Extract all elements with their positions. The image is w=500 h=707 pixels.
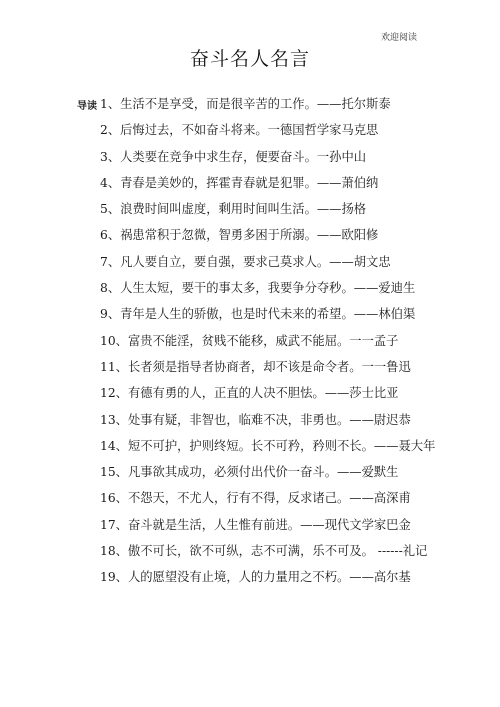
header-note: 欢迎阅读 <box>380 33 417 43</box>
quote-item: 11、长者须是指导者协商者，却不该是命令者。一一鲁迅 <box>100 359 411 374</box>
quote-item: 4、青春是美妙的，挥霍青春就是犯罪。——萧伯纳 <box>100 175 379 190</box>
quote-item: 10、富贵不能淫，贫贱不能移，威武不能屈。一一孟子 <box>100 333 399 348</box>
quote-item: 19、人的愿望没有止境，人的力量用之不朽。——高尔基 <box>100 570 411 585</box>
quote-item: 8、人生太短，要干的事太多，我要争分夺秒。——爱迪生 <box>100 281 416 296</box>
quote-item: 13、处事有疑，非智也，临难不决，非勇也。——尉迟恭 <box>100 412 411 427</box>
quote-item: 7、凡人要自立，要自强，要求己莫求人。——胡文忠 <box>100 254 391 269</box>
side-label: 导读 <box>77 101 97 112</box>
quote-item: 17、奋斗就是生活，人生惟有前进。——现代文学家巴金 <box>100 517 411 532</box>
quote-item: 12、有德有勇的人，正直的人决不胆怯。——莎士比亚 <box>100 386 399 401</box>
page-title: 奋斗名人名言 <box>189 48 310 70</box>
quote-item: 16、不怨天，不尤人，行有不得，反求诸己。——高深甫 <box>100 491 411 506</box>
quote-item: 2、后悔过去，不如奋斗将来。一德国哲学家马克思 <box>100 123 379 138</box>
quote-item: 9、青年是人生的骄傲，也是时代未来的希望。——林伯渠 <box>100 307 416 322</box>
quote-item: 18、傲不可长，欲不可纵，志不可满，乐不可及。 ------礼记 <box>100 544 428 559</box>
quote-item: 1、生活不是享受，而是很辛苦的工作。——托尔斯泰 <box>100 97 391 111</box>
quote-item: 6、祸患常积于忽微，智勇多困于所溺。——欧阳修 <box>100 228 379 243</box>
quote-item: 15、凡事欲其成功，必须付出代价一奋斗。——爱默生 <box>100 465 399 480</box>
quote-item: 3、人类要在竞争中求生存，便要奋斗。一孙中山 <box>100 149 367 164</box>
quote-item: 5、浪费时间叫虚度，剩用时间叫生活。——扬格 <box>100 202 367 217</box>
quote-item: 14、短不可护，护则终短。长不可矜，矜则不长。——聂大年 <box>100 438 436 453</box>
quote-list <box>100 91 470 591</box>
